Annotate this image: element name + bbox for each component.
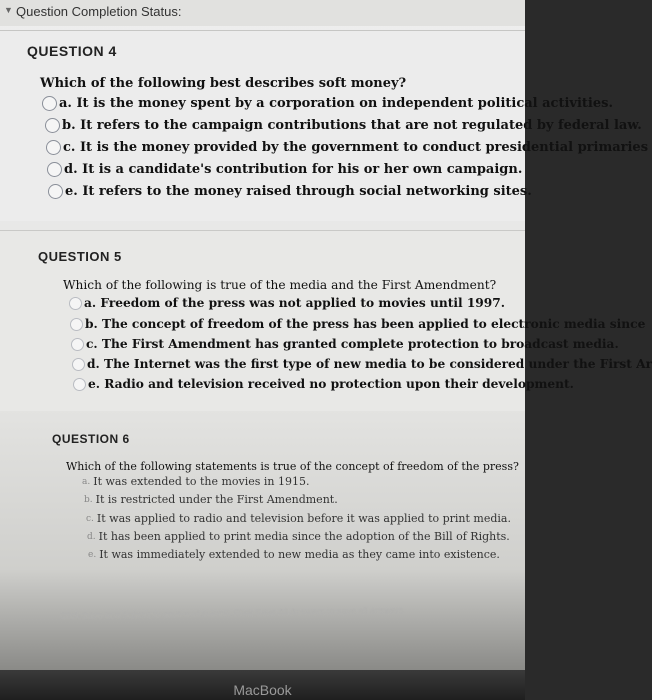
question-4-block: [0, 30, 649, 221]
macbook-logo: MacBook: [233, 682, 292, 698]
question-4-option-b[interactable]: b. It refers to the campaign contributions that are not regulated by federal law.: [45, 118, 642, 133]
question-5-option-b[interactable]: b. The concept of freedom of the press has been applied to electronic media since: [70, 317, 645, 331]
question-6-block: [0, 418, 525, 668]
radio-button[interactable]: [46, 140, 61, 155]
question-6-option-c[interactable]: c. It was applied to radio and television before it was applied to print media.: [86, 512, 511, 525]
question-6-option-a[interactable]: a. It was extended to the movies in 1915.: [82, 475, 310, 488]
question-4-option-a[interactable]: a. It is the money spent by a corporation on independent political activities.: [42, 96, 613, 111]
question-5-block: [0, 230, 652, 411]
question-5-text: Which of the following is true of the media and the First Amendment?: [63, 278, 497, 292]
collapse-arrow-icon[interactable]: ▼: [4, 5, 13, 15]
radio-button[interactable]: [70, 318, 83, 331]
radio-button[interactable]: [45, 118, 60, 133]
question-completion-status-bar[interactable]: [0, 0, 525, 26]
question-4-option-d[interactable]: d. It is a candidate's contribution for his or her own campaign.: [47, 162, 522, 177]
question-6-heading: QUESTION 6: [52, 432, 130, 446]
radio-button[interactable]: [69, 297, 82, 310]
radio-button[interactable]: [42, 96, 57, 111]
question-6-text: Which of the following statements is true of the concept of freedom of the press?: [66, 460, 519, 473]
radio-button[interactable]: [71, 338, 84, 351]
question-5-option-c[interactable]: c. The First Amendment has granted complete protection to broadcast media.: [71, 337, 619, 351]
radio-button[interactable]: [72, 358, 85, 371]
question-4-text: Which of the following best describes soft money?: [40, 76, 407, 91]
question-4-option-c[interactable]: c. It is the money provided by the government to conduct presidential primaries: [46, 140, 648, 155]
radio-button[interactable]: [47, 162, 62, 177]
question-5-option-a[interactable]: a. Freedom of the press was not applied to movies until 1997.: [69, 296, 505, 310]
question-5-option-e[interactable]: e. Radio and television received no protection upon their development.: [73, 377, 574, 391]
radio-button[interactable]: [48, 184, 63, 199]
question-5-option-d[interactable]: d. The Internet was the first type of new media to be considered under the First Ar: [72, 357, 652, 371]
question-6-option-b[interactable]: b. It is restricted under the First Amendment.: [84, 493, 338, 506]
question-6-option-e[interactable]: e. It was immediately extended to new media as they came into existence.: [88, 548, 500, 561]
status-label: Question Completion Status:: [16, 4, 182, 19]
submit-instructions-text: Click Save and Submit to save and submit. Click Save All Answers to save all answers.: [59, 604, 407, 622]
question-4-option-e[interactable]: e. It refers to the money raised through social networking sites.: [48, 184, 532, 199]
question-5-heading: QUESTION 5: [38, 249, 122, 264]
question-6-option-d[interactable]: d. It has been applied to print media since the adoption of the Bill of Rights.: [87, 530, 510, 543]
question-4-heading: QUESTION 4: [27, 43, 117, 59]
radio-button[interactable]: [73, 378, 86, 391]
